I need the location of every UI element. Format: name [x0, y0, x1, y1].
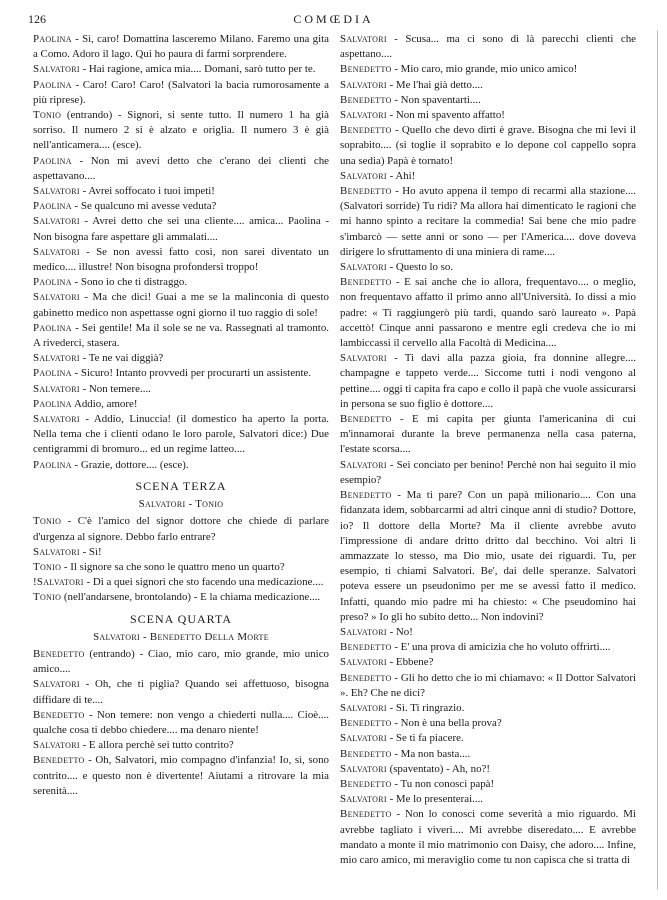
dialogue-text: - Non spaventarti.... [391, 93, 481, 106]
dialogue-line [340, 93, 636, 108]
dialogue-line [33, 560, 329, 575]
speaker-name: Salvatori [33, 352, 80, 365]
dialogue-line [33, 184, 329, 199]
dialogue-text: - Ma che dici! Guai a me se la malinconia di questo gabinetto medico non aspettasse ogni giorno il tuo raggio di sole! [33, 291, 329, 319]
dialogue-line [33, 62, 329, 77]
dialogue-text: - Oh, Salvatori, mio compagno d'infanzia! Io, sì, sono contrito.... e questo non è divertente! Aiutami a ritrovare la mia serenità.... [33, 754, 329, 797]
dialogue-line [340, 777, 636, 792]
dialogue-text: - Non mi avevi detto che c'erano dei clienti che aspettavano.... [33, 154, 329, 182]
dialogue-line [33, 78, 329, 108]
dialogue-line [33, 545, 329, 560]
dialogue-line [340, 32, 636, 62]
speaker-name: Benedetto [340, 777, 392, 790]
dialogue-line [340, 62, 636, 77]
dialogue-text: - Scusa... ma ci sono di là parecchi clienti che aspettano.... [340, 33, 636, 61]
speaker-name: Benedetto [340, 717, 392, 730]
dialogue-text: - Ma ti pare? Con un papà milionario.... Con una fidanzata idem, sobbarcarmi ad altri cinque anni di studio? Dottore, io? Il dottore della Morte? Ma il cliente avrebbe avuto l'impressione di andare dritto dritto dal becchino. Voi altri li ammazzate lo stesso, ma Dio mio, usate dei riguardi. Tu, per esempio, ti chiami Salvatori. Be', dai delle speranze. Salvatori poteva essere un pseudonimo per me se avessi fatto il medico. Infatti, quando mio padre mi ha chiesto: « Che pseudomino hai preso? » Io gli ho subito detto... Non indovini? [340, 489, 636, 623]
dialogue-text: - Sono io che ti distraggo. [71, 276, 188, 289]
dialogue-line [340, 671, 636, 701]
dialogue-line [340, 351, 636, 412]
speaker-name: Benedetto [33, 754, 85, 767]
dialogue-line [33, 108, 329, 154]
dialogue-text: (spaventato) - Ah, no?! [386, 762, 490, 775]
dialogue-text: (entrando) - Ciao, mio caro, mio grande, mio unico amico.... [33, 647, 329, 676]
speaker-name: Tonio [33, 109, 62, 122]
dialogue-text: - Ho avuto appena il tempo di recarmi alla stazione.... (Salvatori sorride) Tu ridi? Ma allora hai dimenticato le ragioni che mi hanno spinto a recitare la commedia! Sai bene che mio padre s'imbarcò — sette anni or sono — per l'America.... dove doveva dirigere lo sfruttamento di una miniera di rame.... [340, 185, 636, 258]
dialogue-line [33, 275, 329, 290]
speaker-name: Salvatori [340, 625, 387, 638]
dialogue-text: - Gli ho detto che io mi chiamavo: « Il Dottor Salvatori ». Eh? Che ne dici? [340, 671, 636, 699]
dialogue-line [340, 640, 636, 655]
dialogue-text: - Quello che devo dirti è grave. Bisogna che mi levi il soprabito.... (si toglie il soprabito e lo depone col cappello sopra una sedia) Papà è tornato! [340, 124, 636, 167]
dialogue-text: - Sei gentile! Ma il sole se ne va. Rassegnati al tramonto. A rivederci, stasera. [33, 321, 329, 350]
speaker-name: Salvatori [340, 169, 387, 182]
dialogue-line [340, 807, 636, 868]
speaker-name: Tonio [33, 591, 62, 604]
dialogue-line [33, 154, 329, 184]
dialogue-line [33, 321, 329, 351]
speaker-name: Salvatori [33, 215, 80, 228]
dialogue-text: - Me lo presenterai.... [386, 793, 484, 806]
speaker-name: Salvatori [340, 656, 387, 669]
dialogue-text: - Caro! Caro! Caro! (Salvatori la bacia rumorosamente a più riprese). [33, 78, 329, 106]
dialogue-text: - Tu non conosci papà! [391, 777, 495, 790]
speaker-name: Salvatori [340, 732, 387, 745]
speaker-name: Paolina [33, 200, 72, 213]
dialogue-text: Addio, amore! [71, 397, 138, 410]
dialogue-line [33, 412, 329, 458]
speaker-name: Benedetto [340, 63, 392, 76]
dialogue-line [33, 32, 329, 62]
dialogue-text: - E sai anche che io allora, frequentavo.... o meglio, non frequentavo affatto il primo anno all'Università. Io dissi a mio padre: « Ti raggiungerò più tardi, quando sarò laureato ». Papà accettò! Cinque anni passarono e mentre egli credeva che io mi lambiccassi il cervello alla Facoltà di Medicina.... [340, 276, 636, 350]
dialogue-line [33, 677, 329, 707]
dialogue-line [340, 412, 636, 458]
scene-heading: SCENA QUARTA [130, 611, 232, 626]
dialogue-line [33, 397, 329, 412]
dialogue-text: - Avrei soffocato i tuoi impeti! [79, 185, 215, 198]
dialogue-line [340, 169, 636, 184]
dialogue-line [340, 458, 636, 488]
speaker-name: Salvatori [33, 413, 80, 426]
speaker-name: Salvatori [340, 261, 387, 274]
dialogue-line [33, 708, 329, 738]
right-column [340, 32, 636, 868]
speaker-name: Paolina [33, 78, 72, 91]
dialogue-line [340, 123, 636, 169]
speaker-name: Paolina [33, 367, 72, 380]
dialogue-line [33, 382, 329, 397]
dialogue-text: - Sì. Ti ringrazio. [386, 701, 465, 714]
dialogue-line [340, 747, 636, 762]
dialogue-line [340, 184, 636, 260]
speaker-name: Salvatori [33, 382, 80, 395]
dialogue-line [33, 199, 329, 214]
speaker-name: Paolina [33, 458, 72, 471]
dialogue-text: - Se non avessi fatto così, non sarei diventato un medico.... illustre! Non bisogna profondersi troppo! [33, 245, 329, 274]
dialogue-text: - Sì! [79, 545, 102, 558]
dialogue-text: - Ma non basta.... [391, 747, 471, 760]
scene-characters: Salvatori - Tonio [138, 498, 224, 511]
dialogue-line [340, 655, 636, 670]
page-number: 126 [28, 12, 46, 26]
dialogue-line [340, 701, 636, 716]
speaker-name: Benedetto [340, 489, 392, 502]
dialogue-text: - Sei conciato per benino! Perchè non hai seguito il mio esempio? [340, 458, 636, 486]
dialogue-text: - Non mi spavento affatto! [386, 109, 505, 122]
speaker-name: Paolina [33, 321, 72, 334]
speaker-name: Benedetto [340, 641, 392, 654]
dialogue-text: - Oh, che ti piglia? Quando sei affettuoso, bisogna diffidare di te.... [33, 678, 329, 706]
speaker-name: Salvatori [33, 678, 80, 691]
speaker-name: Paolina [33, 397, 72, 410]
dialogue-text: - Di a quei signori che sto facendo una medicazione.... [83, 576, 324, 589]
dialogue-text: - Ahi! [386, 169, 416, 182]
speaker-name: Benedetto [340, 413, 392, 426]
speaker-name: Benedetto [340, 93, 392, 106]
speaker-name: Salvatori [33, 63, 80, 76]
speaker-name: Benedetto [340, 671, 392, 684]
speaker-name: Benedetto [33, 708, 85, 721]
dialogue-line [33, 514, 329, 544]
dialogue-line [33, 458, 329, 473]
dialogue-line [33, 753, 329, 799]
dialogue-line [340, 260, 636, 275]
dialogue-text: - Sicuro! Intanto provvedi per procurarti un assistente. [71, 367, 312, 380]
dialogue-line [340, 762, 636, 777]
dialogue-line [33, 351, 329, 366]
dialogue-text: - Hai ragione, amica mia.... Domani, sarò tutto per te. [79, 63, 316, 76]
speaker-name: Tonio [33, 515, 62, 528]
gutter-rule [657, 30, 658, 890]
dialogue-line [340, 792, 636, 807]
scene-characters: Salvatori - Benedetto Della Morte [93, 630, 269, 643]
dialogue-text: - Se qualcuno mi avesse veduta? [71, 200, 217, 213]
dialogue-line [33, 738, 329, 753]
dialogue-text: - C'è l'amico del signor dottore che chiede di parlare d'urgenza al signore. Debbo farlo entrare? [33, 515, 329, 543]
speaker-name: Salvatori [340, 352, 387, 365]
speaker-name: Benedetto [340, 124, 392, 137]
dialogue-text: - Addio, Linuccia! (il domestico ha aperto la porta. Nella tema che i clienti odano le loro parole, Salvatori dice:) Due centigrammi di bromuro... ed un regime latteo.... [33, 413, 329, 456]
speaker-name: Benedetto [340, 276, 392, 289]
dialogue-text: - Ti davi alla pazza gioia, fra donnine allegre.... champagne e tappeto verde.... Siccome tutti i nodi vengono al pettine.... oggi ti capita fra capo e collo il papà che vuole assicurarsi in persona se suo figlio è dottore.... [340, 352, 636, 410]
dialogue-line [33, 245, 329, 275]
dialogue-text: - E' una prova di amicizia che ho voluto offrirti.... [391, 641, 611, 654]
running-title: COMŒDIA [293, 12, 374, 26]
speaker-name: Salvatori [340, 458, 387, 471]
dialogue-line [340, 625, 636, 640]
dialogue-text: - Grazie, dottore.... (esce). [71, 458, 189, 471]
dialogue-line [340, 716, 636, 731]
speaker-name: Paolina [33, 154, 72, 167]
speaker-name: Salvatori [340, 78, 387, 91]
dialogue-text: - Questo lo so. [386, 261, 454, 274]
speaker-name: Paolina [33, 276, 72, 289]
dialogue-text: - Se ti fa piacere. [386, 732, 464, 745]
dialogue-text: - Sì, caro! Domattina lasceremo Milano. Faremo una gita a Como. Adoro il lago. Qui ho paura di farmi sorprendere. [33, 33, 329, 61]
dialogue-line [33, 214, 329, 244]
speaker-name: Salvatori [340, 793, 387, 806]
dialogue-text: - E mi capita per giunta l'americanina di cui m'innamorai durante la breve permanenza nella casa paterna, l'estate scorsa.... [340, 413, 636, 456]
speaker-name: Benedetto [340, 185, 392, 198]
dialogue-text: - Non temere.... [79, 382, 151, 395]
speaker-name: !Salvatori [33, 576, 84, 589]
dialogue-text: - E allora perchè sei tutto contrito? [79, 739, 234, 752]
dialogue-text: - No! [386, 625, 413, 638]
speaker-name: Benedetto [33, 647, 85, 660]
speaker-name: Salvatori [33, 291, 80, 304]
dialogue-line [340, 731, 636, 746]
dialogue-line [33, 575, 329, 590]
speaker-name: Salvatori [340, 109, 387, 122]
speaker-name: Salvatori [33, 545, 80, 558]
dialogue-text: (entrando) - Signori, si sente tutto. Il numero 1 ha già sorriso. Il numero 2 si è alzato e origlia. Il numero 3 è già nell'anticamera.... (esce). [33, 109, 329, 152]
dialogue-line [33, 290, 329, 320]
dialogue-text: - Mio caro, mio grande, mio unico amico! [391, 63, 578, 76]
dialogue-text: - Ebbene? [386, 656, 434, 669]
dialogue-line [33, 647, 329, 677]
dialogue-line [340, 488, 636, 625]
speaker-name: Benedetto [340, 747, 392, 760]
dialogue-text: - Il signore sa che sono le quattro meno un quarto? [61, 560, 285, 573]
dialogue-text: - Avrei detto che sei una cliente.... amica... Paolina - Non bisogna fare aspettare gli ammalati.... [33, 215, 329, 243]
speaker-name: Salvatori [340, 701, 387, 714]
speaker-name: Benedetto [340, 808, 392, 821]
dialogue-line [33, 366, 329, 381]
speaker-name: Salvatori [33, 185, 80, 198]
speaker-name: Paolina [33, 33, 72, 45]
dialogue-line [340, 108, 636, 123]
dialogue-text: - Te ne vai diggià? [79, 352, 164, 365]
dialogue-text: - Non temere: non vengo a chiederti nulla.... Cioè.... qualche cosa ti debbo chiedere.... ma denaro niente! [33, 708, 329, 736]
speaker-name: Tonio [33, 560, 62, 573]
speaker-name: Salvatori [340, 762, 387, 775]
speaker-name: Salvatori [33, 245, 80, 258]
dialogue-line [340, 78, 636, 93]
dialogue-line [33, 590, 329, 605]
scene-heading: SCENA TERZA [135, 478, 227, 493]
dialogue-text: (nell'andarsene, brontolando) - E la chiama medicazione.... [61, 591, 321, 604]
left-column [33, 32, 329, 799]
speaker-name: Salvatori [340, 33, 387, 45]
dialogue-line [340, 275, 636, 351]
dialogue-text: - Non è una bella prova? [391, 717, 502, 730]
dialogue-text: - Non lo conosci come severità a mio riguardo. Mi avrebbe tagliato i viveri.... Mi avrebbe diseredato.... E avrebbe mandato a monte il mio matrimonio con Daisy, che adoro.... Infine, mio caro amico, mi meraviglio come tu non capisca che si tratta di [340, 808, 636, 866]
speaker-name: Salvatori [33, 739, 80, 752]
dialogue-text: - Me l'hai già detto.... [386, 78, 483, 91]
